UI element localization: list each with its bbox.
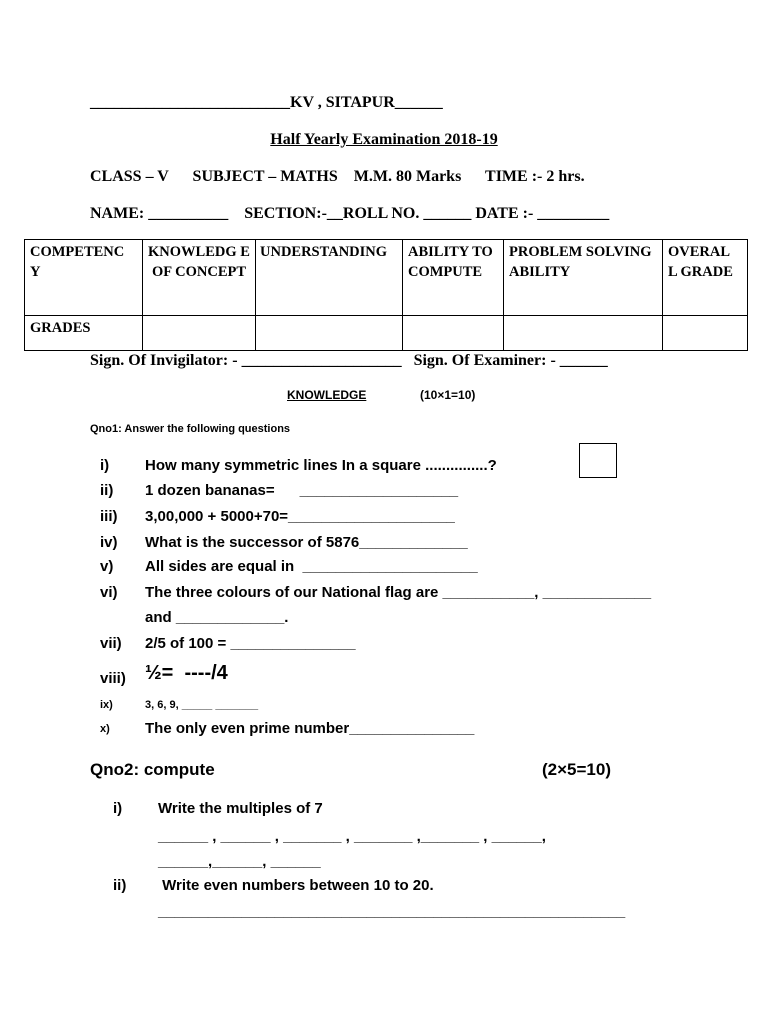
question-text: ½= ----/4 <box>145 662 228 684</box>
competency-table <box>24 239 748 351</box>
grade-cell[interactable] <box>143 316 256 351</box>
answer-blanks: ________________________________________________________ <box>158 903 626 920</box>
signature-line: Sign. Of Invigilator: - ____________________ Sign. Of Examiner: - ______ <box>90 352 608 369</box>
question-text: The only even prime number_______________ <box>145 720 475 737</box>
answer-box[interactable] <box>579 443 617 478</box>
question-number: iii) <box>100 508 118 525</box>
grade-cell[interactable] <box>663 316 748 351</box>
grade-cell[interactable] <box>504 316 663 351</box>
question-number: ii) <box>113 877 127 894</box>
question-number: ii) <box>100 482 114 499</box>
question-number: vi) <box>100 584 118 601</box>
qno2-marks: (2×5=10) <box>542 760 611 779</box>
qno1-instruction: Qno1: Answer the following questions <box>90 423 291 435</box>
section-knowledge-title: KNOWLEDGE <box>287 388 367 402</box>
answer-blanks: ______ , ______ , _______ , _______ ,_______ , ______, <box>158 828 546 845</box>
question-text: 3,00,000 + 5000+70=____________________ <box>145 508 455 525</box>
answer-blanks: ______,______, ______ <box>158 853 321 870</box>
header-problem-solving: PROBLEM SOLVING ABILITY <box>504 240 663 316</box>
question-text: The three colours of our National flag are ___________, _____________ <box>145 584 652 601</box>
header-competency: COMPETENC Y <box>25 240 143 316</box>
section-knowledge-marks: (10×1=10) <box>420 388 476 402</box>
question-number: i) <box>100 457 110 474</box>
header-overall-grade: OVERAL L GRADE <box>663 240 748 316</box>
question-number: i) <box>113 800 123 817</box>
question-number: ix) <box>100 699 113 711</box>
question-text: 2/5 of 100 = _______________ <box>145 635 356 652</box>
question-text: Write even numbers between 10 to 20. <box>158 877 434 894</box>
question-text-continued: and _____________. <box>145 609 289 626</box>
question-number: viii) <box>100 670 126 687</box>
exam-title: Half Yearly Examination 2018-19 <box>270 131 498 148</box>
grade-cell[interactable] <box>256 316 403 351</box>
question-text: All sides are equal in _____________________ <box>145 558 478 575</box>
question-number: vii) <box>100 635 122 652</box>
grade-cell[interactable] <box>403 316 504 351</box>
header-knowledge: KNOWLEDG E OF CONCEPT <box>143 240 256 316</box>
question-text: 1 dozen bananas= ___________________ <box>145 482 459 499</box>
question-number: iv) <box>100 534 118 551</box>
class-line: CLASS – V SUBJECT – MATHS M.M. 80 Marks TIME :- 2 hrs. <box>90 168 585 185</box>
question-number: x) <box>100 723 110 735</box>
question-text: What is the successor of 5876_____________ <box>145 534 468 551</box>
question-text: 3, 6, 9, _____ _______ <box>145 699 259 711</box>
name-line: NAME: __________ SECTION:-__ROLL NO. ______ DATE :- _________ <box>90 205 610 222</box>
school-name: _________________________KV , SITAPUR______ <box>90 94 443 111</box>
question-number: v) <box>100 558 114 575</box>
question-text: How many symmetric lines In a square ...............? <box>145 457 497 474</box>
qno2-title: Qno2: compute <box>90 760 215 779</box>
question-text: Write the multiples of 7 <box>158 800 323 817</box>
header-ability: ABILITY TO COMPUTE <box>403 240 504 316</box>
header-understanding: UNDERSTANDING <box>256 240 403 316</box>
grades-label: GRADES <box>25 316 143 351</box>
